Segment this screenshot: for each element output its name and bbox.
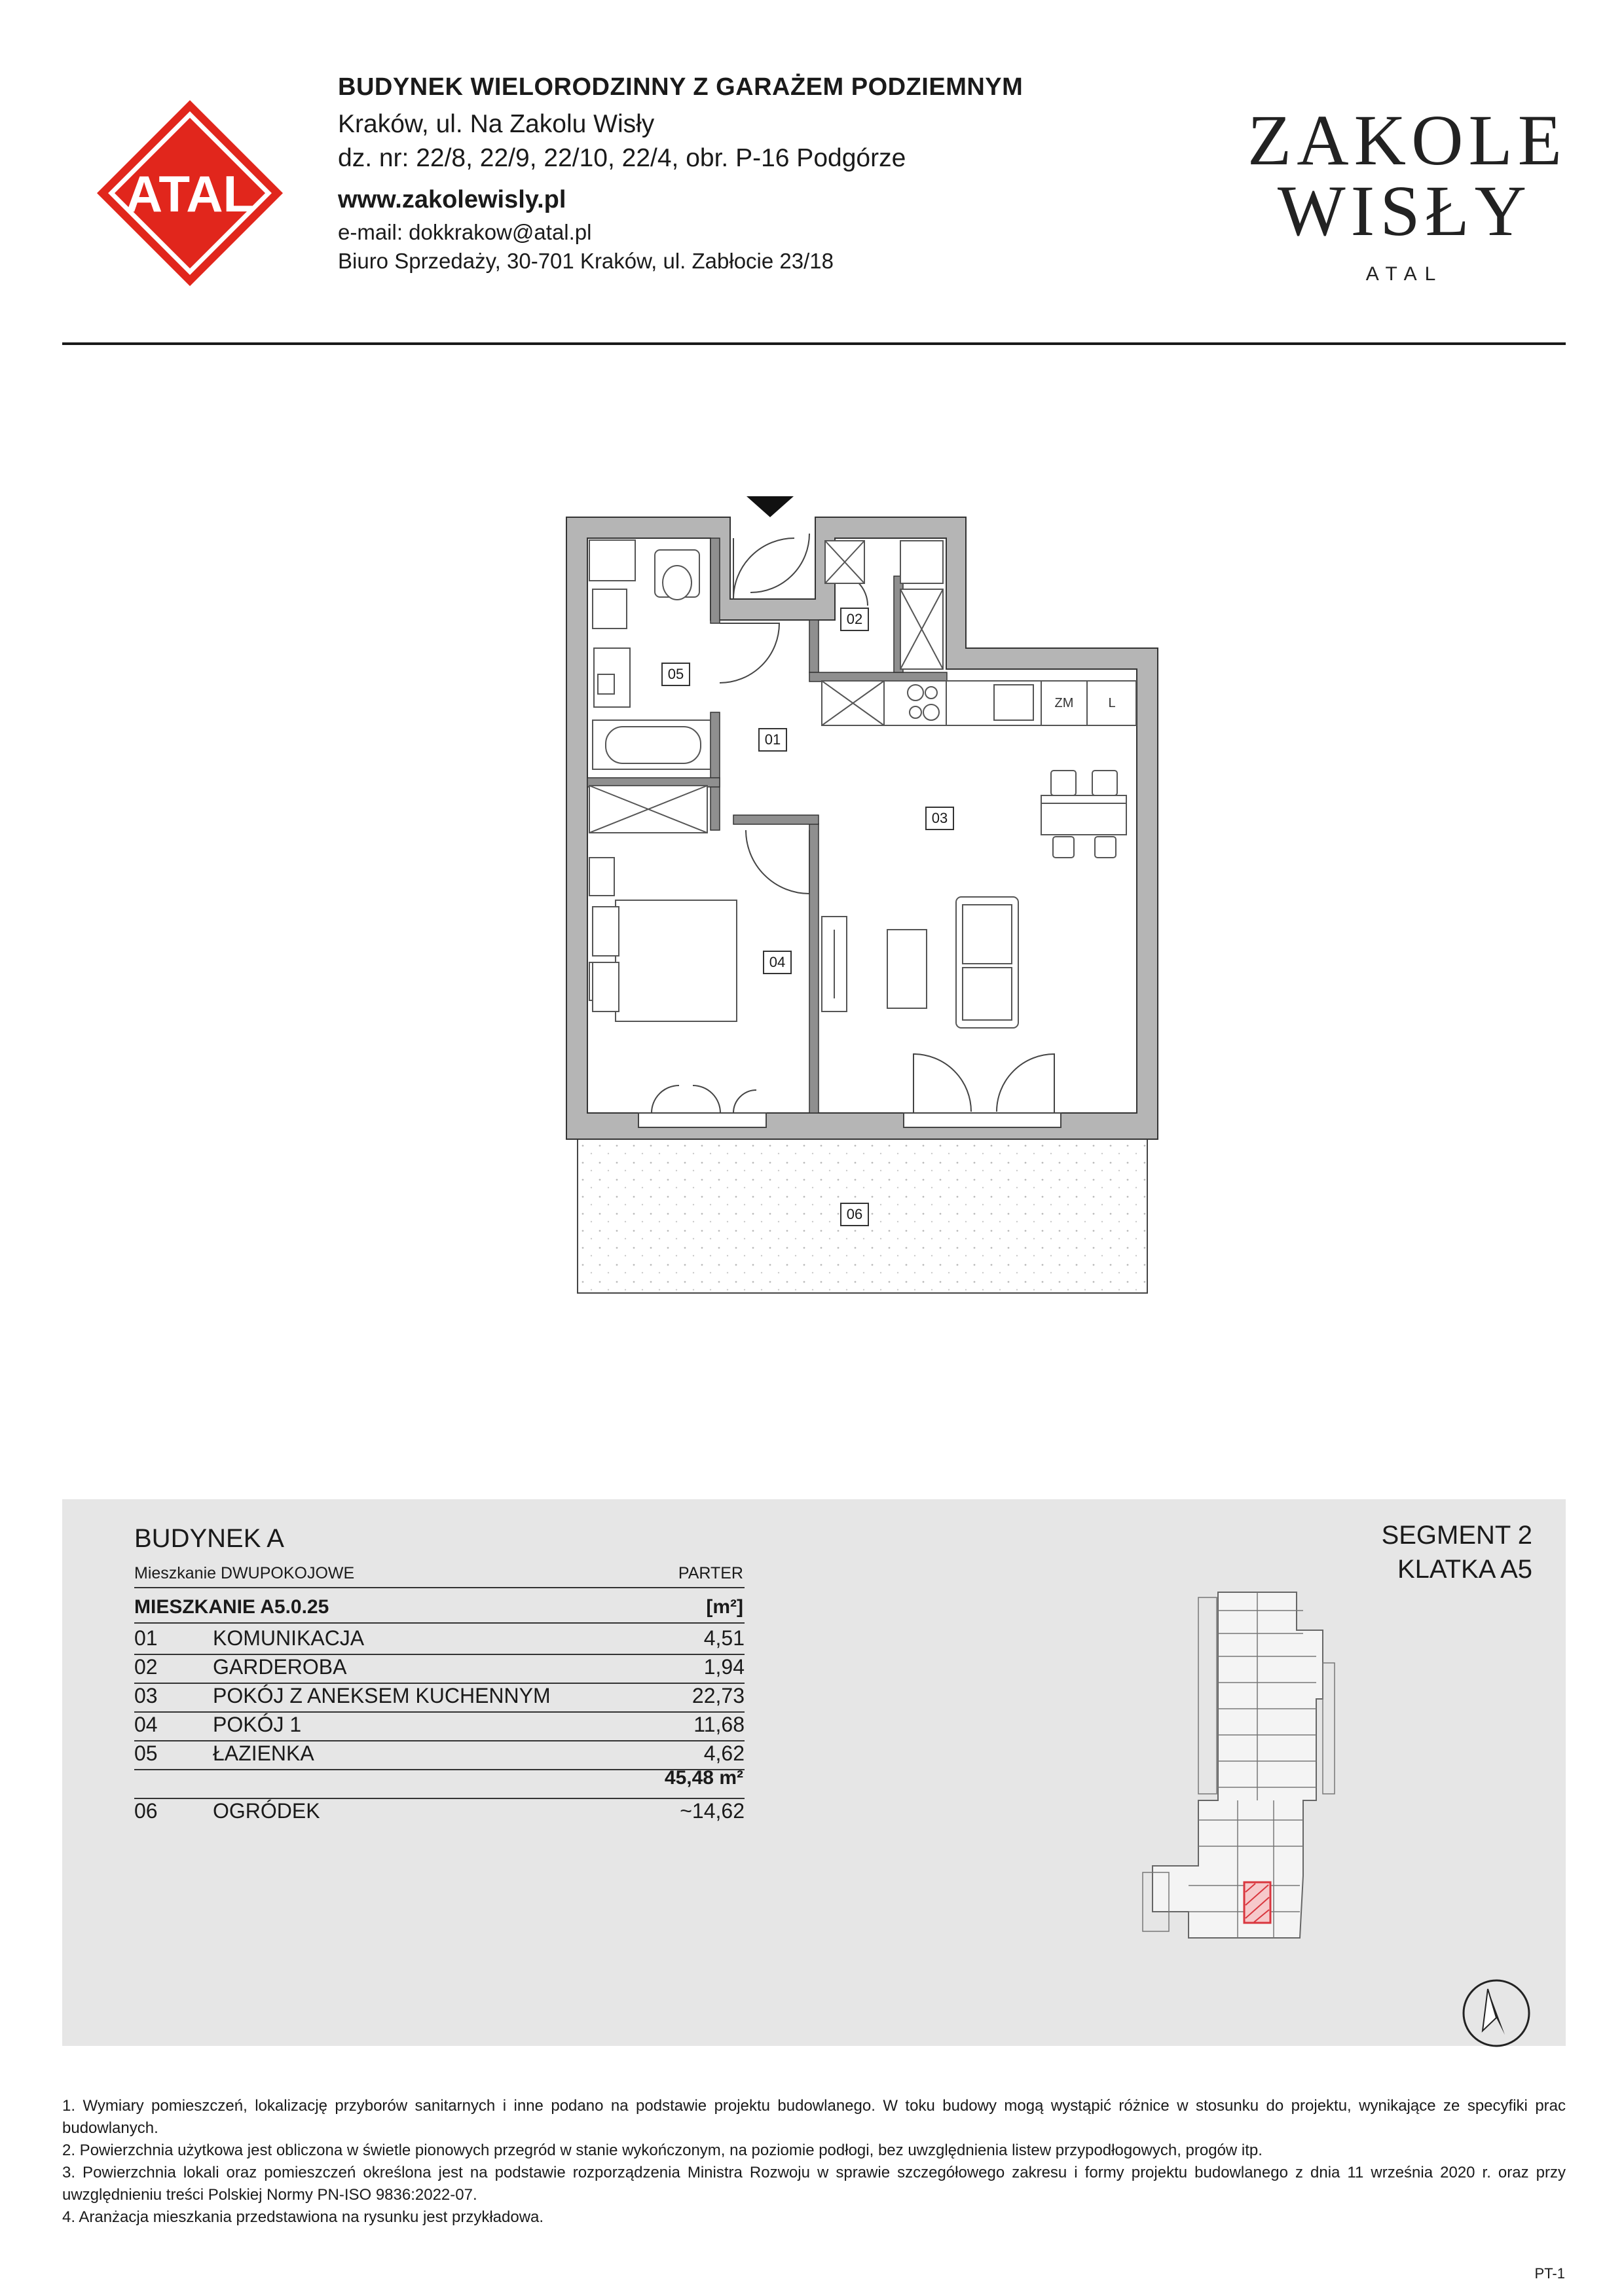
footnote: 3. Powierzchnia lokali oraz pomieszczeń określona jest na podstawie rozporządzenia Ministra Rozwoju w sprawie szczegółowego zakresu i formy projektu budowlanego z dnia 11 września 2020 r. oraz przy uwzględnieniu treści Polskiej Normy PN-ISO 9836:2022-07. — [62, 2164, 1566, 2204]
room-number: 02 — [134, 1655, 158, 1679]
footnote: 1. Wymiary pomieszczeń, lokalizację przyborów sanitarnych i inne podano na podstawie projektu budowlanego. W toku budowy mogą wystąpić różnice w stosunku do projektu, wynikające ze specyfiki prac budowlanych. — [62, 2097, 1566, 2137]
room-name: KOMUNIKACJA — [213, 1626, 365, 1650]
table-row — [134, 1713, 745, 1741]
atal-logo — [92, 95, 288, 291]
apartment-highlight — [1244, 1882, 1270, 1923]
building-key-plan — [1126, 1584, 1401, 1951]
table-row — [134, 1655, 745, 1684]
table-rule — [134, 1622, 745, 1624]
apartment-type: Mieszkanie DWUPOKOJOWE — [134, 1564, 355, 1582]
north-compass-icon — [1460, 1977, 1532, 2049]
room-number: 06 — [134, 1799, 158, 1823]
entrance-arrow — [747, 496, 794, 517]
room-label-01: 01 — [758, 728, 787, 752]
living-furniture — [822, 897, 1018, 1028]
project-title: BUDYNEK WIELORODZINNY Z GARAŻEM PODZIEMNYM — [338, 73, 1024, 101]
apartment-level: PARTER — [678, 1564, 743, 1582]
sales-office-address: Biuro Sprzedaży, 30-701 Kraków, ul. Zabłocie 23/18 — [338, 249, 834, 273]
segment-label: SEGMENT 2 — [1381, 1521, 1532, 1550]
room-label-03: 03 — [925, 807, 954, 830]
table-row-garden — [134, 1799, 745, 1828]
apartment-total-area: 45,48 m² — [664, 1767, 743, 1789]
kitchen-units — [822, 681, 1136, 725]
room-area: 1,94 — [703, 1655, 745, 1679]
brand-line-3: ATAL — [1365, 263, 1444, 285]
room-name: GARDEROBA — [213, 1655, 347, 1679]
website-link[interactable]: www.zakolewisly.pl — [338, 186, 566, 213]
room-label-06: 06 — [840, 1203, 869, 1226]
brand-logo — [1247, 100, 1567, 285]
footnote: 2. Powierzchnia użytkowa jest obliczona w świetle pionowych przegród w stanie wykończonym, na poziomie podłogi, bez uwzględnienia listew przypodłogowych, progów itp. — [62, 2141, 1263, 2159]
room-label-04: 04 — [763, 951, 792, 974]
footnote: 4. Aranżacja mieszkania przedstawiona na rysunku jest przykładowa. — [62, 2208, 544, 2226]
room-name: POKÓJ Z ANEKSEM KUCHENNYM — [213, 1684, 551, 1707]
bed — [589, 858, 737, 1021]
room-label-05: 05 — [661, 663, 690, 686]
room-area: 4,51 — [703, 1626, 745, 1650]
brand-line-1: ZAKOLE — [1247, 100, 1567, 180]
table-row — [134, 1626, 745, 1655]
room-name: POKÓJ 1 — [213, 1713, 302, 1736]
floor-plan-drawing — [0, 458, 1624, 1322]
dishwasher-label: L — [1108, 696, 1116, 710]
brand-line-2: WISŁY — [1277, 171, 1532, 251]
logo-text: ATAL — [125, 165, 255, 223]
footnotes — [62, 2095, 1566, 2229]
project-address: Kraków, ul. Na Zakolu Wisły — [338, 110, 655, 138]
plot-numbers: dz. nr: 22/8, 22/9, 22/10, 22/4, obr. P-16 Podgórze — [338, 144, 906, 172]
room-number: 05 — [134, 1741, 158, 1765]
room-number: 01 — [134, 1626, 158, 1650]
bathroom-fixtures — [589, 540, 710, 769]
room-area: ~14,62 — [680, 1799, 745, 1823]
room-name: ŁAZIENKA — [213, 1741, 314, 1765]
email-link[interactable]: e-mail: dokkrakow@atal.pl — [338, 220, 592, 244]
floor-plan — [0, 458, 1624, 1322]
room-area: 11,68 — [693, 1713, 745, 1736]
room-area: 4,62 — [703, 1741, 745, 1765]
room-name: OGRÓDEK — [213, 1799, 320, 1823]
table-rule — [134, 1587, 745, 1588]
header-divider — [62, 342, 1566, 345]
table-row — [134, 1741, 745, 1770]
building-name: BUDYNEK A — [134, 1524, 284, 1553]
room-number: 04 — [134, 1713, 158, 1736]
room-label-02: 02 — [840, 608, 869, 631]
fridge-label: ZM — [1054, 696, 1074, 710]
room-area: 22,73 — [692, 1684, 745, 1707]
page-code: PT-1 — [1534, 2265, 1565, 2282]
room-number: 03 — [134, 1684, 158, 1707]
staircase-label: KLATKA A5 — [1397, 1555, 1532, 1584]
area-unit: [m²] — [706, 1596, 743, 1618]
table-row — [134, 1684, 745, 1713]
apartment-code: MIESZKANIE A5.0.25 — [134, 1596, 329, 1618]
